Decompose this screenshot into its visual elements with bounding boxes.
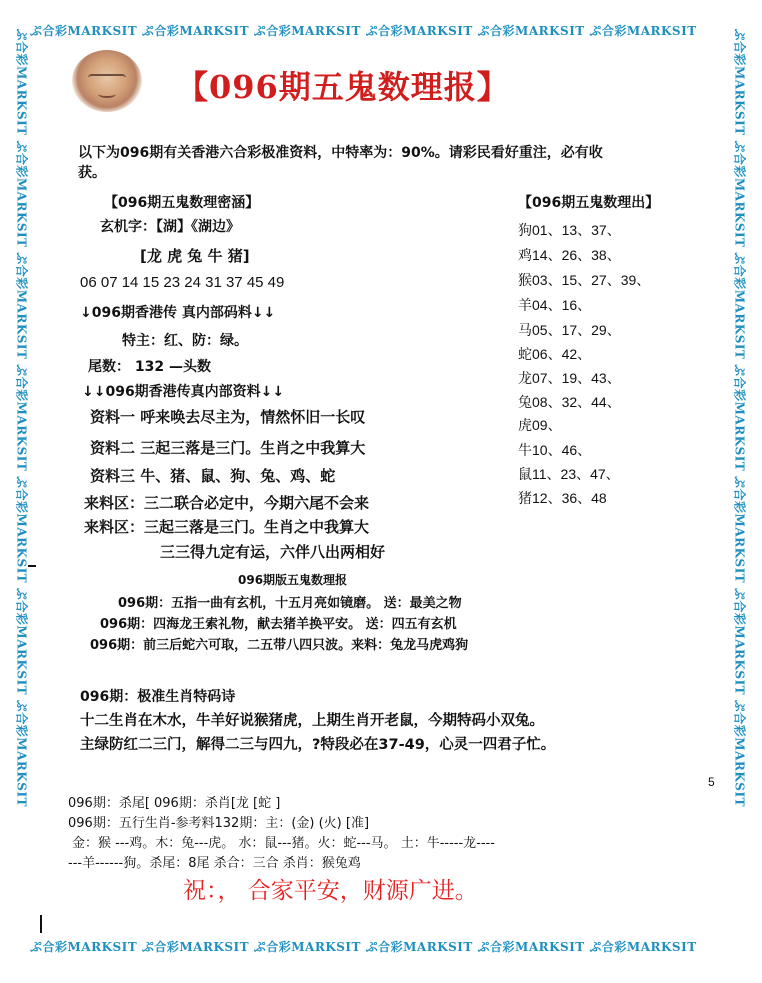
border-watermark-right: ぷ合彩MARKSIT ぷ合彩MARKSIT ぷ合彩MARKSIT ぷ合彩MARKSIT ぷ合彩MARKSIT ぷ合彩MARKSIT ぷ合彩MARKSIT [732,28,747,808]
poem-line-2: 主绿防红二三门，解得二三与四九，?特段必在37-49，心灵一四君子忙。 [80,737,556,753]
weishu-line: 尾数： 132 —头数 [88,359,211,375]
mouth-shape [98,90,116,98]
mid-heading: 096期版五鬼数理报 [238,573,348,587]
laoliao-1: 来料区：三二联合必定中，今期六尾不会来 [84,494,370,512]
right-heading: 【096期五鬼数理出】 [518,195,660,211]
glasses-shape [88,74,126,84]
ziliao-3: 资料三 牛、猪、鼠、狗、兔、鸡、蛇 [90,467,336,485]
left-heading: 【096期五鬼数理密涵】 [104,195,260,211]
bottom-line-1: 096期：杀尾[ 096期：杀肖[龙 [蛇 ] [68,796,281,811]
poem-heading: 096期：极准生肖特码诗 [80,689,236,705]
xuanji-line: 玄机字：【湖】《湖边》 [100,219,240,235]
right-row: 猴03、15、27、39、 [518,272,651,288]
laoliao-2a: 来料区：三起三落是三门。生肖之中我算大 [84,518,370,536]
page-number: 5 [708,775,715,789]
right-row: 兔08、32、44、 [518,394,621,410]
right-row: 马05、17、29、 [518,322,621,338]
mid-line-3: 096期：前三后蛇六可取，二五带八四只波。来料：兔龙马虎鸡狗 [90,638,469,653]
footer-blessing: 祝：， 合家平安，财源广进。 [183,878,478,904]
scan-mark [40,915,42,933]
right-row: 龙07、19、43、 [518,370,621,386]
chuan-line-2: ↓↓096期香港传真内部资料↓↓ [82,384,285,400]
mid-line-2: 096期：四海龙王索礼物，献去猪羊换平安。 送：四五有玄机 [100,617,457,632]
intro-line-2: 获。 [78,165,106,181]
bottom-line-3: 金：猴 ---鸡。木：兔---虎。 水：鼠---猪。火：蛇---马。 土：牛-----龙---- [72,836,495,851]
author-photo [72,50,142,112]
scan-mark [28,565,36,567]
right-row: 鸡14、26、38、 [518,247,621,263]
intro-line-1: 以下为096期有关香港六合彩极准资料，中特率为：90%。请彩民看好重注，必有收 [78,145,603,161]
right-row: 羊04、16、 [518,297,592,313]
right-row: 鼠11、23、47、 [518,466,620,482]
page-title: 【096期五鬼数理报】 [176,68,510,106]
zodiac-list: [龙 虎 兔 牛 猪] [140,247,250,265]
poem-line-1: 十二生肖在木水，牛羊好说猴猪虎，上期生肖开老鼠，今期特码小双兔。 [80,713,544,729]
ziliao-1: 资料一 呼来唤去尽主为，情然怀旧一长叹 [90,408,366,426]
bottom-line-4: ---羊------狗。杀尾：8尾 杀合：三合 杀肖：猴兔鸡 [68,856,361,871]
border-watermark-left: ぷ合彩MARKSIT ぷ合彩MARKSIT ぷ合彩MARKSIT ぷ合彩MARKSIT ぷ合彩MARKSIT ぷ合彩MARKSIT ぷ合彩MARKSIT [14,28,29,808]
bottom-line-2: 096期：五行生肖-参考料132期：主：(金) (火) [准] [68,816,370,831]
border-watermark-bottom: ぷ合彩MARKSIT ぷ合彩MARKSIT ぷ合彩MARKSIT ぷ合彩MARKSIT ぷ合彩MARKSIT ぷ合彩MARKSIT [30,940,697,954]
ziliao-2: 资料二 三起三落是三门。生肖之中我算大 [90,439,366,457]
border-watermark-top: ぷ合彩MARKSIT ぷ合彩MARKSIT ぷ合彩MARKSIT ぷ合彩MARKSIT ぷ合彩MARKSIT ぷ合彩MARKSIT [30,24,697,38]
right-row: 猪12、36、48 [518,490,607,506]
laoliao-2b: 三三得九定有运，六伴八出两相好 [160,543,386,561]
number-list: 06 07 14 15 23 24 31 37 45 49 [80,274,285,291]
right-row: 蛇06、42、 [518,346,592,362]
mid-line-1: 096期：五指一曲有玄机，十五月亮如镜磨。 送：最美之物 [118,596,462,611]
right-row: 狗01、13、37、 [518,222,621,238]
right-row: 虎09、 [518,417,562,433]
tezhu-line: 特主：红、防：绿。 [122,333,248,349]
right-row: 牛10、46、 [518,442,592,458]
chuan-line-1: ↓096期香港传 真内部码料↓↓ [80,305,276,321]
